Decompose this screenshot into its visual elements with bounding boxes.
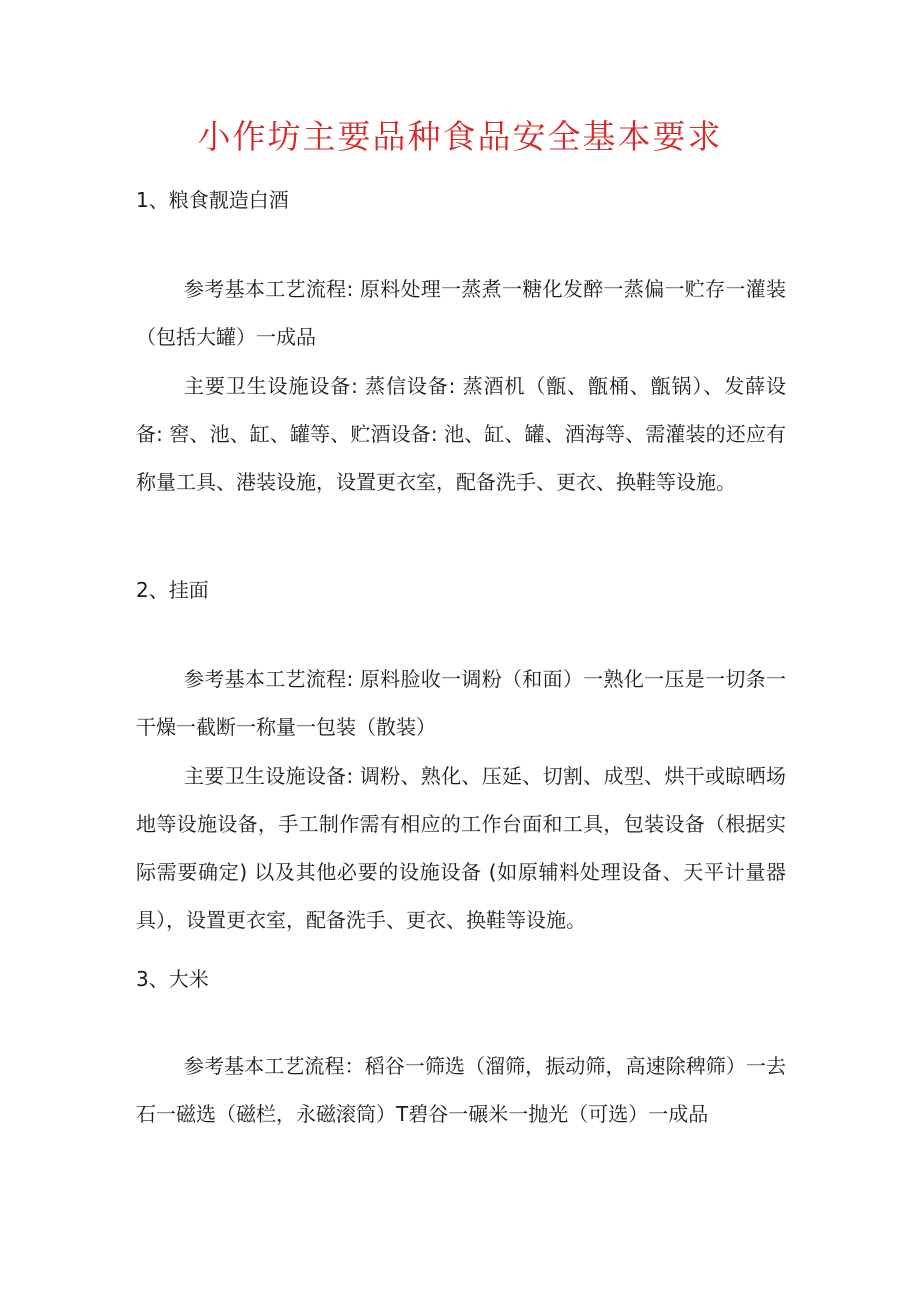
document-title: 小作坊主要品种食品安全基本要求 <box>197 117 723 156</box>
section-3-process: 参考基本工艺流程：稻谷一筛选（溜筛，振动筛，高速除稗筛）一去石一磁选（磁栏，永磁滚筒）T碧谷一碾米一抛光（可选）一成品 <box>136 1054 786 1126</box>
section-2-process: 参考基本工艺流程: 原料脸收一调粉（和面）一熟化一压是一切条一干燥一截断一称量一包装（散装） <box>136 667 786 739</box>
section-heading-2: 2、挂面 <box>136 578 209 602</box>
section-heading-1: 1、粮食靓造白酒 <box>136 188 289 212</box>
section-heading-3: 3、大米 <box>136 967 209 991</box>
section-1-equipment: 主要卫生设施设备: 蒸信设备: 蒸酒机（甑、甑桶、甑锅）、发薛设备: 窖、池、缸、罐等、贮酒设备: 池、缸、罐、酒海等、需灌装的还应有称量工具、港装设施，设置更衣室，配备洗手、更衣、换鞋等设施。 <box>136 374 786 494</box>
section-2-equipment: 主要卫生设施设备: 调粉、熟化、压延、切割、成型、烘干或晾晒场地等设施设备，手工制作需有相应的工作台面和工具，包装设备（根据实际需要确定) 以及其他必要的设施设备 (如原辅料处理设备、天平计量器具），设置更衣室，配备洗手、更衣、换鞋等设施。 <box>136 764 786 932</box>
section-1-process: 参考基本工艺流程: 原料处理一蒸煮一糖化发醉一蒸偏一贮存一灌装（包括大罐）一成品 <box>136 277 786 349</box>
